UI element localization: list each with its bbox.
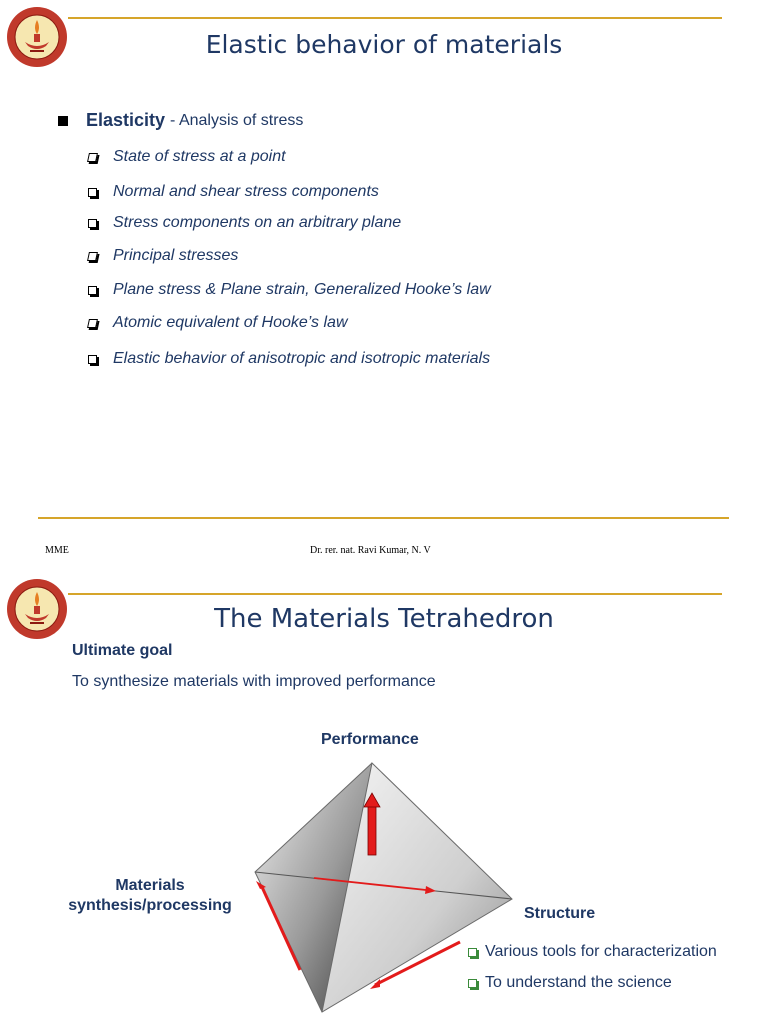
vertex-label-processing: Materials synthesis/processing: [68, 877, 232, 914]
sub-bullet: [88, 214, 401, 232]
checkbox-bullet-icon: [88, 286, 97, 295]
top-rule: [68, 593, 722, 595]
goal-label: Ultimate goal: [72, 642, 173, 659]
sub-bullet-text: Atomic equivalent of Hooke’s law: [113, 314, 348, 331]
check-item-text: Various tools for characterization: [485, 943, 717, 960]
sub-bullet-text: Normal and shear stress components: [113, 183, 379, 200]
footer-course: MME: [45, 545, 69, 556]
sub-bullet: [88, 350, 490, 368]
square-bullet-icon: [58, 116, 68, 126]
sub-bullet: [88, 281, 491, 299]
main-bullet: [58, 110, 303, 131]
sub-bullet-text: Stress components on an arbitrary plane: [113, 214, 402, 231]
check-item: [468, 974, 672, 992]
vertex-label-structure: Structure: [524, 905, 596, 922]
goal-text: To synthesize materials with improved performance: [72, 673, 436, 690]
slide-materials-tetrahedron: [0, 572, 768, 1024]
green-checkbox-icon: [468, 979, 477, 988]
slide-title: The Materials Tetrahedron: [214, 604, 554, 634]
vertex-label-performance: Performance: [321, 731, 419, 748]
slide-title: Elastic behavior of materials: [205, 30, 563, 59]
footer-author: Dr. rer. nat. Ravi Kumar, N. V: [310, 545, 431, 556]
footer-rule: [38, 517, 729, 519]
checkbox-bullet-icon: [88, 355, 97, 364]
sub-bullet-text: State of stress at a point: [113, 148, 286, 165]
sub-bullet: [88, 148, 286, 166]
check-item-text: To understand the science: [485, 974, 672, 991]
checkbox-bullet-icon: [88, 188, 97, 197]
checkbox-bullet-icon: [88, 219, 97, 228]
bullet-text: - Analysis of stress: [170, 111, 304, 129]
checkbox-bullet-icon: [87, 252, 98, 261]
top-rule: [68, 17, 722, 19]
sub-bullet: [88, 314, 348, 332]
sub-bullet: [88, 183, 379, 201]
sub-bullet: [88, 247, 238, 265]
bullet-keyword: Elasticity: [86, 110, 166, 130]
sub-bullet-text: Plane stress & Plane strain, Generalized Hooke’s law: [113, 281, 491, 298]
sub-bullet-text: Elastic behavior of anisotropic and isotropic materials: [113, 350, 491, 367]
checkbox-bullet-icon: [87, 319, 98, 328]
sub-bullet-text: Principal stresses: [113, 247, 239, 264]
checkbox-bullet-icon: [87, 153, 98, 162]
green-checkbox-icon: [468, 948, 477, 957]
check-item: [468, 943, 717, 961]
